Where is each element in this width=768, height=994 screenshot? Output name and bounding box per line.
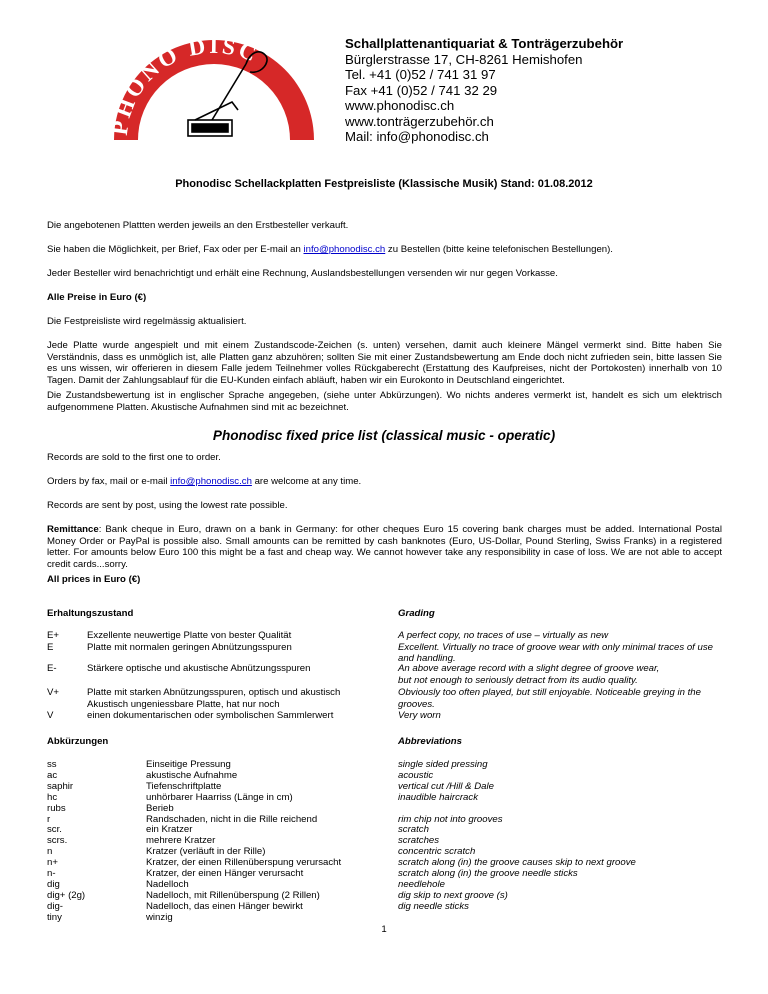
- english-p2-text-b: are welcome at any time.: [251, 476, 362, 487]
- website-2[interactable]: www.tonträgerzubehör.ch: [345, 113, 494, 129]
- page-number: 1: [381, 924, 387, 935]
- remittance-text: : Bank cheque in Euro, drawn on a bank in Germany: for other cheques Euro 15 covering bank charges must be added. International Postal Money Order or PayPal is possible also. Small amounts can be remitted by cash banknotes (Euro, US-Dollar, Pound Sterling, Swiss Franks) in a registered letter. For amounts below Euro 100 this might be a fast and cheap way. We cannot however take any responsibility in case of loss. We are not able to accept credit cards...sorry.: [47, 524, 722, 570]
- grading-heading-en: Grading: [398, 608, 435, 619]
- abbrev-en: single sided pressing acoustic vertical cut /Hill & Dale inaudible haircrack rim chip not into grooves scratch scratches concentric scratch scratch along (in) the groove causes skip to next groove scratch along (in) the groove needle sticks needlehole dig skip to next groove (s) dig needle sticks: [398, 759, 636, 912]
- english-title: Phonodisc fixed price list (classical music - operatic): [212, 428, 556, 443]
- grading-heading-de: Erhaltungszustand: [47, 608, 134, 619]
- page-title: Phonodisc Schellackplatten Festpreisliste (Klassische Musik) Stand: 01.08.2012: [175, 178, 593, 190]
- english-prices: All prices in Euro (€): [47, 574, 141, 585]
- grade-codes-1: E+ E: [47, 630, 60, 653]
- mail[interactable]: Mail: info@phonodisc.ch: [345, 129, 489, 144]
- grade-de-2: Stärkere optische und akustische Abnützungsspuren: [87, 663, 311, 674]
- german-p2-text-b: zu Bestellen (bitte keine telefonischen Bestellungen).: [385, 244, 613, 255]
- english-remittance: [47, 524, 722, 570]
- grade-de-1: Exzellente neuwertige Platte von bester Qualität Platte mit normalen geringen Abnützungsspuren: [87, 630, 292, 653]
- phonodisc-logo: [100, 22, 328, 142]
- grade-en-3: Obviously too often played, but still enjoyable. Noticeable greying in the grooves. Very worn: [398, 687, 701, 721]
- logo-arc-text: PHONO DISC: [106, 32, 263, 137]
- phone: Tel. +41 (0)52 / 741 31 97: [345, 67, 496, 82]
- grade-de-3: Platte mit starken Abnützungsspuren, optisch und akustisch Akustisch ungeniessbare Platte, hat nur noch einen dokumentarischen oder symbolischen Sammlerwert: [87, 687, 341, 721]
- german-p5: Die Festpreisliste wird regelmässig aktualisiert.: [47, 316, 247, 327]
- english-p2: [47, 476, 722, 488]
- german-p6: Jede Platte wurde angespielt und mit einem Zustandscode-Zeichen (s. unten) versehen, damit auch kleinere Mängel vermerkt sind. Bitte haben Sie Verständnis, dass es unmöglich ist, alle Platten ganz abzuhören; sollten Sie mit einer Zustandsbewertung am Ende doch nicht zufrieden sein, bitte lassen Sie es uns wissen, wir offerieren in diesem Falle jedem Teilnehmer volles Rückgaberecht (Erstattung des Kaufpreises, nicht der Portokosten) innerhalb von 10 Tagen. Damit der Zahlungsablauf für die EU-Kunden einfach abläuft, haben wir ein Eurokonto in Deutschland eingerichtet.: [47, 340, 722, 386]
- email-link[interactable]: info@phonodisc.ch: [303, 244, 386, 255]
- email-link-en[interactable]: info@phonodisc.ch: [170, 476, 252, 487]
- german-p7: Die Zustandsbewertung ist in englischer Sprache angegeben, (siehe unter Abkürzungen). Wo nichts anderes vermerkt ist, handelt es sich um elektrisch aufgenommene Platten. Akustische Aufnahmen sind mit ac bezeichnet.: [47, 390, 722, 413]
- company-name: Schallplattenantiquariat & Tonträgerzubehör: [345, 36, 624, 51]
- abbrev-heading-de: Abkürzungen: [47, 736, 109, 747]
- german-p3: Jeder Besteller wird benachrichtigt und erhält eine Rechnung, Auslandsbestellungen versenden wir nur gegen Vorkasse.: [47, 268, 558, 279]
- website-1[interactable]: www.phonodisc.ch: [345, 98, 455, 113]
- grade-en-2: An above average record with a slight degree of groove wear, but not enough to seriously detract from its audio quality.: [398, 663, 660, 686]
- fax: Fax +41 (0)52 / 741 32 29: [345, 82, 498, 98]
- german-prices: Alle Preise in Euro (€): [47, 292, 147, 303]
- abbrev-heading-en: Abbreviations: [398, 736, 462, 747]
- english-p2-text-a: Orders by fax, mail or e-mail: [47, 476, 171, 487]
- grade-en-1: A perfect copy, no traces of use – virtually as new Excellent. Virtually no trace of groove wear with only minimal traces of use and handling.: [398, 630, 713, 664]
- abbrev-de: Einseitige Pressung akustische Aufnahme Tiefenschriftplatte unhörbarer Haarriss (Länge in cm) Berieb Randschaden, nicht in die Rille reichend ein Kratzer mehrere Kratzer Kratzer (verläuft in der Rille) Kratzer, der einen Rillenüberspung verursacht Kratzer, der einen Hänger verursacht Nadelloch Nadelloch, mit Rillenüberspung (2 Rillen) Nadelloch, das einen Hänger bewirkt winzig: [146, 759, 342, 923]
- abbrev-codes: ss ac saphir hc rubs r scr. scrs. n n+ n- dig dig+ (2g) dig- tiny: [47, 759, 86, 923]
- remittance-label: Remittance: [47, 524, 99, 535]
- english-p3: Records are sent by post, using the lowest rate possible.: [47, 500, 288, 511]
- english-p1: Records are sold to the first one to order.: [47, 452, 221, 463]
- address: Bürglerstrasse 17, CH-8261 Hemishofen: [345, 51, 583, 67]
- german-p1: Die angebotenen Plattten werden jeweils an den Erstbesteller verkauft.: [47, 220, 349, 231]
- grade-codes-2: E-: [47, 663, 57, 674]
- grade-codes-3: V+ V: [47, 687, 60, 721]
- company-contact: [345, 36, 623, 145]
- german-p2: [47, 244, 722, 256]
- german-p2-text-a: Sie haben die Möglichkeit, per Brief, Fax oder per E-mail an: [47, 244, 304, 255]
